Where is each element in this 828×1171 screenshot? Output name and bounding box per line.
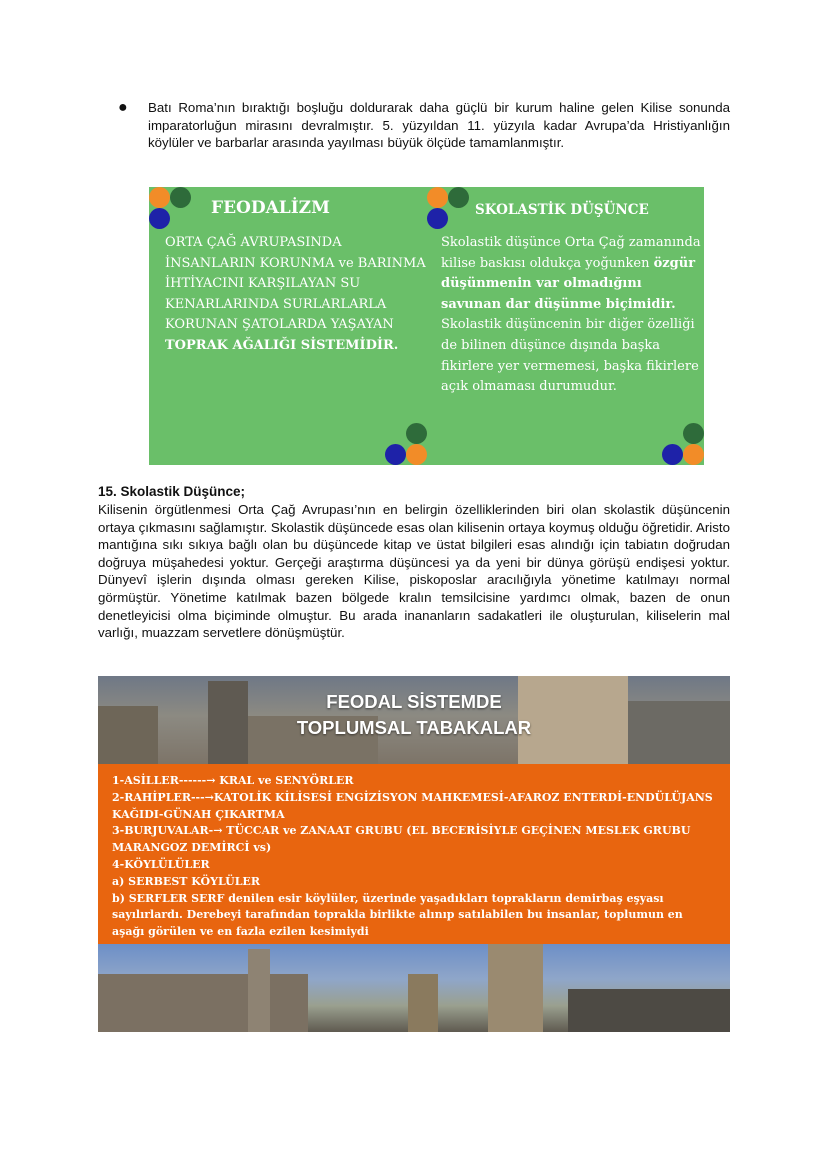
section-15-title: 15. Skolastik Düşünce; [98,484,246,499]
castle-photo-bottom [98,944,730,1032]
bullet-icon: ● [118,99,128,116]
green-circle-icon [448,187,469,208]
feodal-sistem-banner [98,676,730,1032]
skolastik-column [427,187,704,465]
blue-circle-icon [385,444,406,465]
banner-title-line2: TOPLUMSAL TABAKALAR [296,717,532,738]
intro-bullet-text: Batı Roma’nın bıraktığı boşluğu doldurarak daha güçlü bir kurum haline gelen Kilise sonunda imparatorluğun mirasını devralmıştır. 5. yüzyıldan 11. yüzyıla kadar Avrupa’da Hristiyanlığın köylüler ve barbarlar arasında yayılması büyük ölçüde tamamlanmıştır. [148,100,730,150]
blue-circle-icon [662,444,683,465]
class-line: 1-ASİLLER------→ KRAL ve SENYÖRLER [112,774,354,787]
feodalizm-title: FEODALİZM [211,198,330,218]
green-circle-icon [170,187,191,208]
class-line: 4-KÖYLÜLÜLER [112,857,210,871]
class-line: 2-RAHİPLER---→KATOLİK KİLİSESİ ENGİZİSYON MAHKEMESİ-AFAROZ ENTERDİ-ENDÜLÜJANS KAĞIDI-GÜNAH ÇIKARTMA [112,790,713,821]
blue-circle-icon [427,208,448,229]
green-circle-icon [406,423,427,444]
skolastik-definition: Skolastik düşünce Orta Çağ zamanında kilise baskısı oldukça yoğunken özgür düşünmenin var olmadığını savunan dar düşünme biçimidir. Skolastik düşüncenin bir diğer özelliği de bilinen düşünce dışında başka fikirlere yer vermemesi, başka fikirlere açık olmaması durumudur. [441,235,701,395]
social-classes-list [112,773,718,941]
class-line: b) SERFLER SERF denilen esir köylüler, üzerinde yaşadıkları toprakların demirbaş eşyası sayılırlardı. Derebeyi tarafından toprakla birlikte alınıp satılabilen bu insanlar, toplumun en aşağı görülen ve en fazla ezilen kesimiydi [112,891,683,939]
social-classes-panel [98,764,730,944]
blue-circle-icon [149,208,170,229]
orange-circle-icon [149,187,170,208]
orange-circle-icon [683,444,704,465]
skolastik-title: SKOLASTİK DÜŞÜNCE [475,202,649,218]
orange-circle-icon [406,444,427,465]
feodalizm-definition: ORTA ÇAĞ AVRUPASINDA İNSANLARIN KORUNMA ve BARINMA İHTİYACINI KARŞILAYAN SU KENARLARINDA SURLARLARLA KORUNAN ŞATOLARDA YAŞAYAN TOPRAK AĞALIĞI SİSTEMİDİR. [165,235,426,353]
orange-circle-icon [427,187,448,208]
class-line: a) SERBEST KÖYLÜLER [112,874,260,888]
class-line: 3-BURJUVALAR-→ TÜCCAR ve ZANAAT GRUBU (EL BECERİSİYLE GEÇİNEN MESLEK GRUBU MARANGOZ DEMİRCİ vs) [112,824,691,855]
feodalizm-skolastik-infographic [149,187,704,465]
feodalizm-column [149,187,427,465]
section-15-paragraph: Kilisenin örgütlenmesi Orta Çağ Avrupası’nın en belirgin özelliklerinden biri olan skolastik düşüncenin ortaya çıkmasını sağlamıştır. Skolastik düşüncede esas olan kilisenin ortaya koymuş olduğu öğretidir. Aristo mantığına sıkı sıkıya bağlı olan bu düşüncede kitap ve üstat bilgileri esas alındığı için tabiatın doğrudan doğruya müşahedesi yoktur. Gerçeği araştırma düşüncesi ya da yeni bir dünya görüşü endişesi yoktur. Dünyevî işlerin dışında olması gereken Kilise, piskoposlar aracılığıyla yönetime katılmayı normal görmüştür. Yönetime katılmak bazen bölgede kralın temsilcisine yardımcı olmak, bazen de onun denetleyicisi olma biçiminde olmuştur. Bu arada inananların sadakatleri ile oluşturulan, kiliselerin mal varlığı, muazzam servetlere dönüşmüştür. [98,502,730,641]
banner-title-line1: FEODAL SİSTEMDE [326,691,502,712]
green-circle-icon [683,423,704,444]
